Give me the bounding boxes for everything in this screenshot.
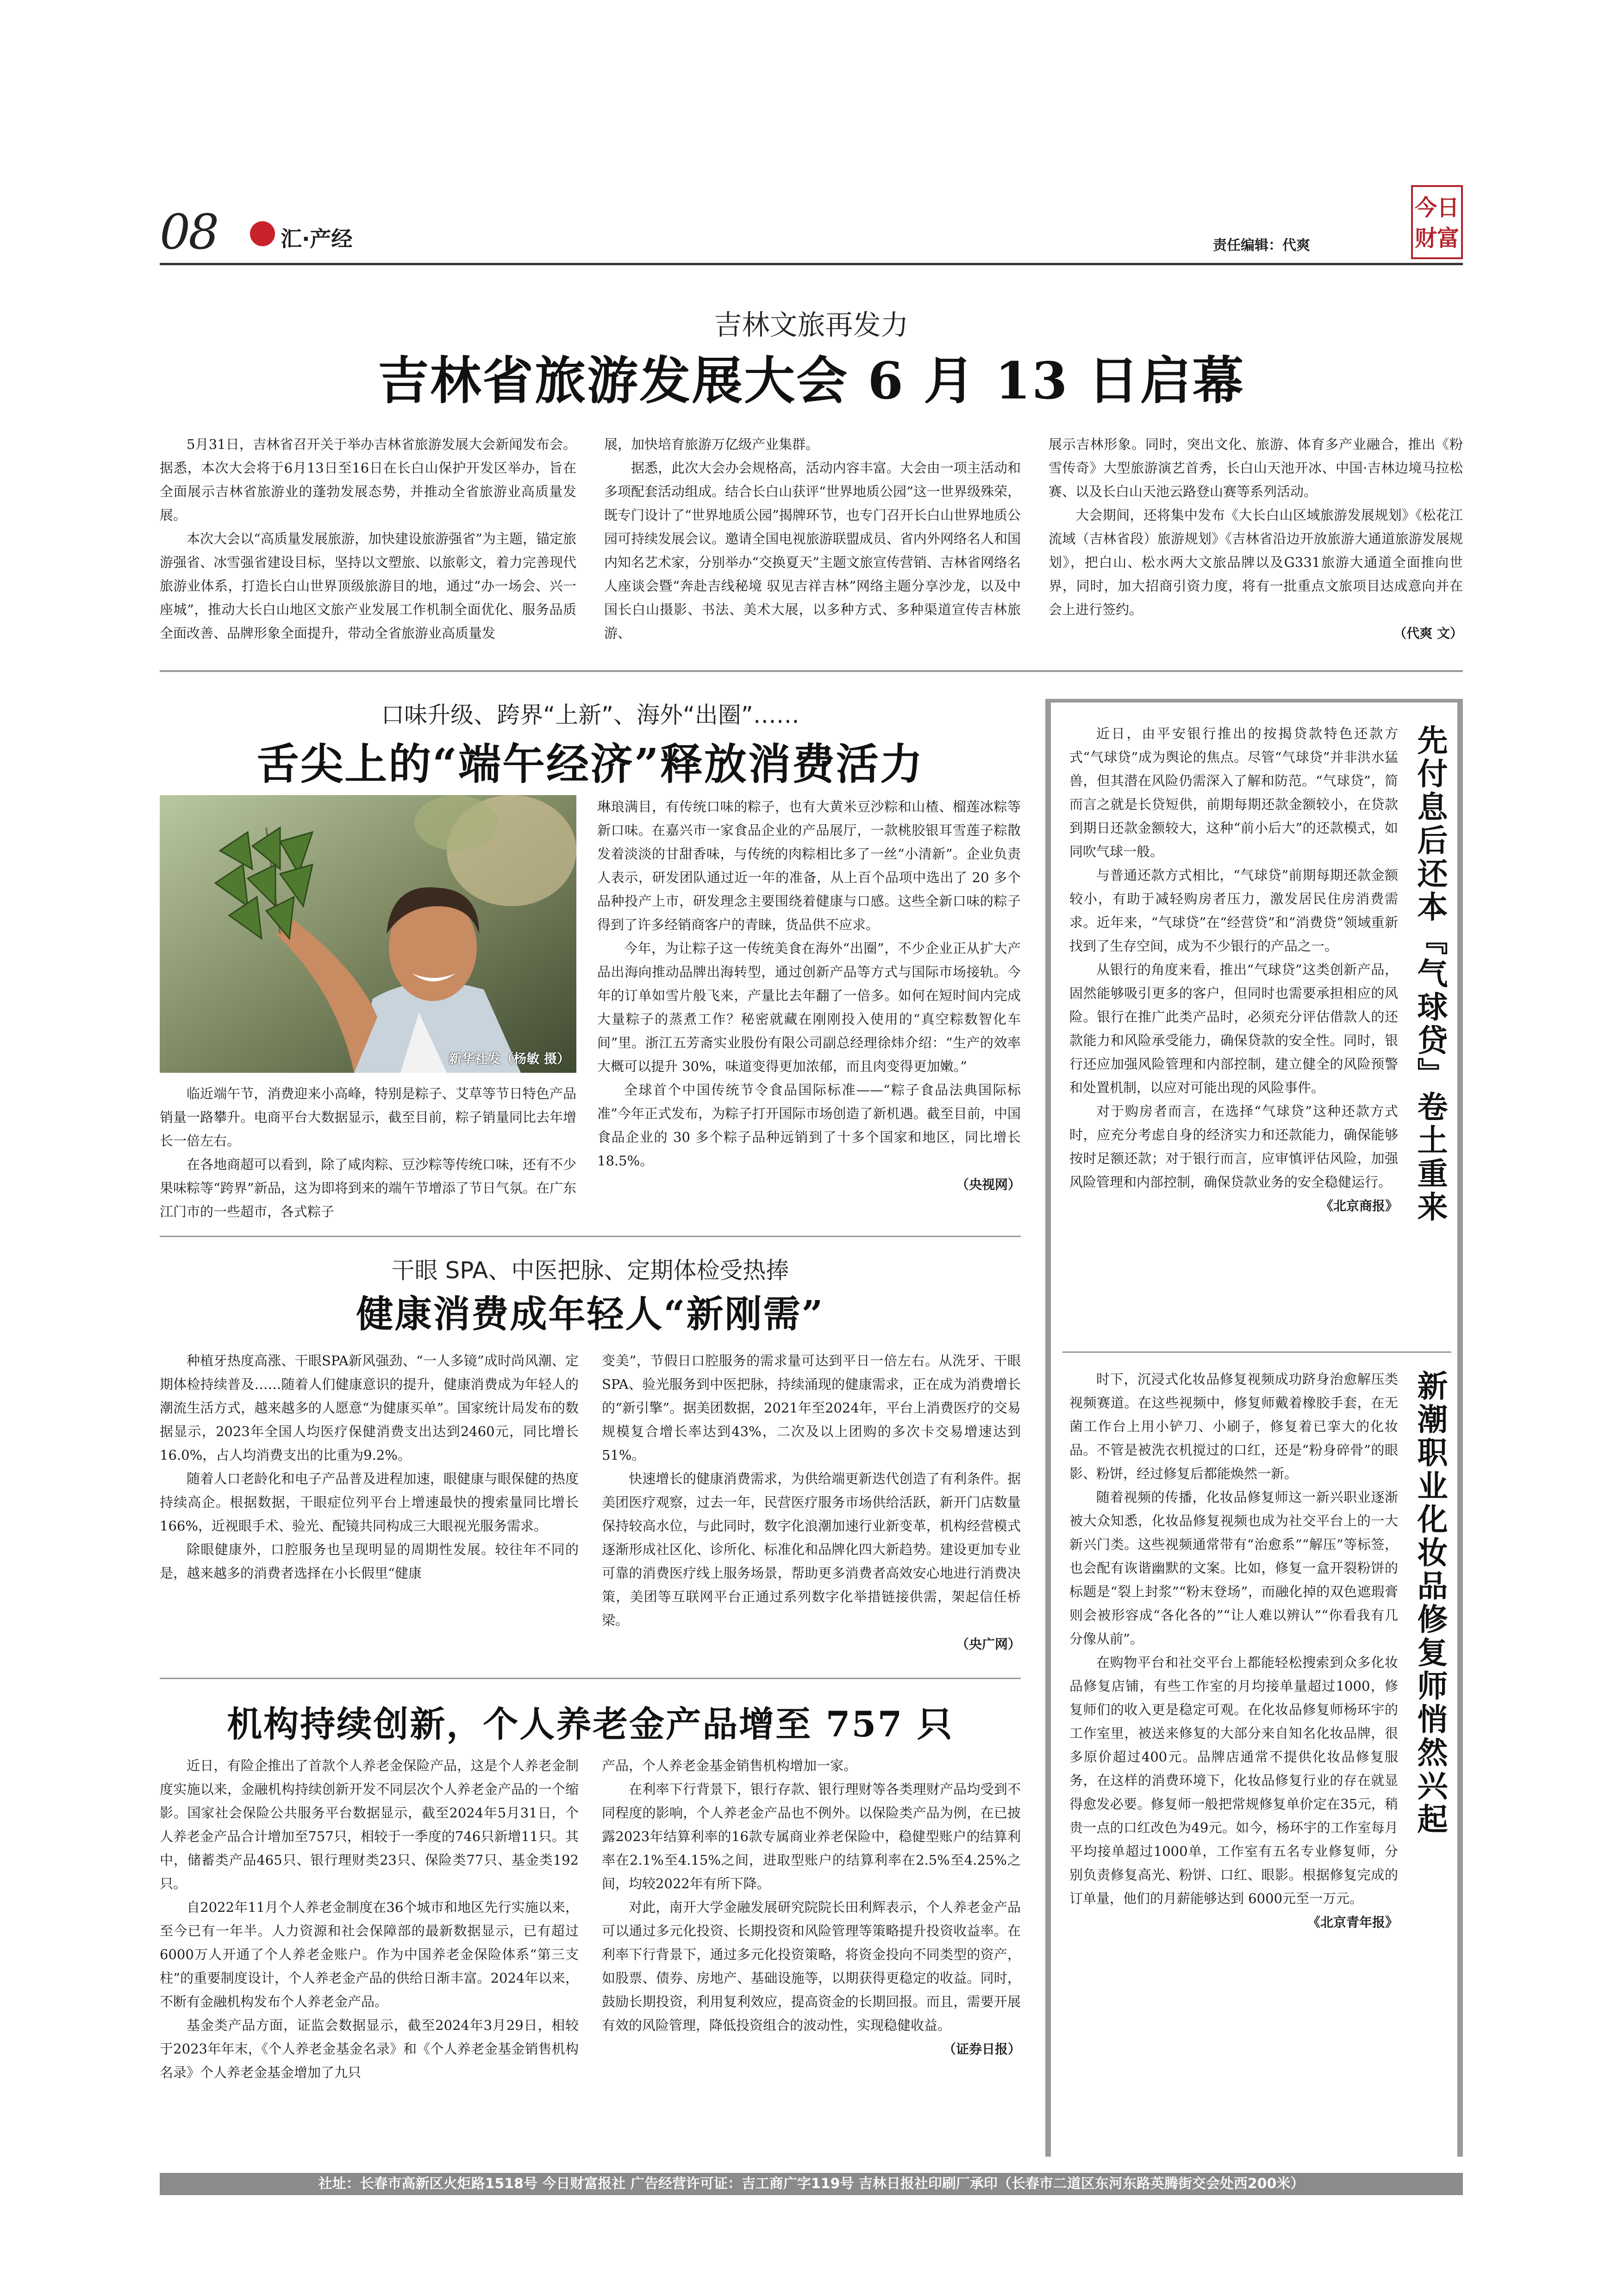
paragraph: 展，加快培育旅游万亿级产业集群。 (604, 436, 819, 452)
zongzi-vendor-photo (160, 795, 576, 1073)
dragon-kicker: 口味升级、跨界“上新”、海外“出圈”…… (381, 702, 800, 728)
paragraph: 时下，沉浸式化妆品修复视频成功跻身治愈解压类视频赛道。在这些视频中，修复师戴着橡胶手套，在无菌工作台上用小铲刀、小刷子，修复着已挛大的化妆品。不管是被洗衣机搅过的口红，还是“粉身碎骨”的眼影、粉饼，经过修复后都能焕然一新。 (1069, 1371, 1398, 1481)
paragraph: 5月31日，吉林省召开关于举办吉林省旅游发展大会新闻发布会。据悉，本次大会将于6月13日至16日在长白山保护开发区举办，旨在全面展示吉林省旅游业的蓬勃发展态势，并推动全省旅游业高质量发展。 (160, 436, 576, 523)
paragraph: 近日，有险企推出了首款个人养老金保险产品，这是个人养老金制度实施以来，金融机构持续创新开发不同层次个人养老金产品的一个缩影。国家社会保险公共服务平台数据显示，截至2024年5月31日，个人养老金产品合计增加至757只，相较于一季度的746只新增11只。其中，储蓄类产品465只、银行理财类23只、保险类77只、基金类192只。 (160, 1758, 579, 1892)
paragraph: 从银行的角度来看，推出“气球贷”这类创新产品，固然能够吸引更多的客户，但同时也需要承担相应的风险。银行在推广此类产品时，必须充分评估借款人的还款能力和风险承受能力，确保贷款的安全性。同时，银行还应加强风险管理和内部控制，建立健全的风险预警和处置机制，以应对可能出现的风险事件。 (1069, 962, 1398, 1095)
masthead-line2: 财富 (1414, 225, 1459, 251)
masthead-line1: 今日 (1414, 195, 1459, 221)
paragraph: 随着视频的传播，化妆品修复师这一新兴职业逐渐被大众知悉，化妆品修复视频也成为社交平台上的一大新兴门类。这些视频通常带有“治愈系”“解压”等标签，也会配有诙谐幽默的文案。比如，修复一盒开裂粉饼的标题是“裂上封浆”“粉末登场”，而融化掉的双色遮瑕膏则会被形容成“各化各的”“让人难以辨认”“你看我有几分像从前”。 (1069, 1489, 1398, 1647)
loan-source: 《北京商报》 (1320, 1198, 1398, 1213)
section-divider (160, 1236, 1021, 1237)
section-divider (160, 670, 1463, 672)
paragraph: 全球首个中国传统节令食品国际标准——“粽子食品法典国际标准”今年正式发布，为粽子打开国际市场创造了新机遇。截至目前，中国食品企业的 30 多个粽子品种远销到了十多个国家和地区，同比增长 18.5%。 (597, 1082, 1021, 1169)
health-headline: 健康消费成年轻人“新刚需” (356, 1292, 824, 1336)
lead-column-1 (160, 433, 576, 645)
paragraph: 在利率下行背景下，银行存款、银行理财等各类理财产品均受到不同程度的影响，个人养老金产品也不例外。以保险类产品为例，在已披露2023年结算利率的16款专属商业养老保险中，稳健型账户的结算利率在2.1%至4.15%之间，进取型账户的结算利率在2.5%至4.25%之间，均较2022年有所下降。 (602, 1781, 1021, 1892)
lead-kicker: 吉林文旅再发力 (714, 309, 909, 342)
paragraph: 对此，南开大学金融发展研究院院长田利辉表示，个人养老金产品可以通过多元化投资、长期投资和风险管理等策略提升投资收益率。在利率下行背景下，通过多元化投资策略，将资金投向不同类型的资产，如股票、债券、房地产、基础设施等，以期获得更稳定的收益。同时，鼓励长期投资，利用复利效应，提高资金的长期回报。而且，需要开展有效的风险管理，降低投资组合的波动性，实现稳健收益。 (602, 1899, 1021, 2033)
lead-headline: 吉林省旅游发展大会 6 月 13 日启幕 (378, 351, 1245, 411)
paragraph: 种植牙热度高涨、干眼SPA新风强劲、“一人多镜”成时尚风潮、定期体检持续普及……随着人们健康意识的提升，健康消费成为年轻人的潮流生活方式，越来越多的人愿意“为健康买单”。国家统计局发布的数据显示，2023年全国人均医疗保健消费支出达到2460元，同比增长16.0%，占人均消费支出的比重为9.2%。 (160, 1353, 579, 1463)
paragraph: 近日，由平安银行推出的按揭贷款特色还款方式“气球贷”成为舆论的焦点。尽管“气球贷”并非洪水猛兽，但其潜在风险仍需深入了解和防范。“气球贷”，简而言之就是长贷短供，前期每期还款金额较小，在贷款到期日还款金额较大，这种“前小后大”的还款模式，如同吹气球一般。 (1069, 726, 1398, 859)
dragon-headline: 舌尖上的“端午经济”释放消费活力 (256, 739, 924, 789)
dragon-column-1 (160, 1082, 576, 1224)
paragraph: 展示吉林形象。同时，突出文化、旅游、体育多产业融合，推出《粉雪传奇》大型旅游演艺首秀，长白山天池开冰、中国·吉林边境马拉松赛、以及长白山天池云路登山赛等系列活动。 (1049, 436, 1463, 499)
dragon-column-2 (597, 795, 1021, 1196)
paragraph: 变美”，节假日口腔服务的需求量可达到平日一倍左右。从洗牙、干眼SPA、验光服务到中医把脉，持续涌现的健康需求，正在成为消费增长的“新引擎”。据美团数据，2021年至2024年，平台上消费医疗的交易规模复合增长率达到43%，二次及以上团购的多次卡交易增速达到51%。 (602, 1353, 1021, 1463)
pension-headline: 机构持续创新，个人养老金产品增至 757 只 (227, 1704, 954, 1745)
pension-source: （证券日报） (943, 2041, 1021, 2057)
loan-headline: 先付息后还本『气球贷』卷土重来 (1412, 724, 1448, 1224)
paragraph: 基金类产品方面，证监会数据显示，截至2024年3月29日，相较于2023年年末，《个人养老金基金名录》和《个人养老金基金销售机构名录》个人养老金基金增加了九只 (160, 2017, 579, 2080)
paragraph: 大会期间，还将集中发布《大长白山区域旅游发展规划》《松花江流域（吉林省段）旅游规划》《吉林省沿边开放旅游大通道旅游发展规划》，把白山、松水两大文旅品牌以及G331旅游大通道全面推向世界，同时，加大招商引资力度，将有一批重点文旅项目达成意向并在会上进行签约。 (1049, 507, 1463, 617)
masthead-badge (1411, 185, 1463, 259)
page-number: 08 (160, 204, 218, 260)
health-column-2 (602, 1349, 1021, 1656)
paragraph: 在各地商超可以看到，除了咸肉粽、豆沙粽等传统口味，还有不少果味粽等“跨界”新品，这为即将到来的端午节增添了节日气氛。在广东江门市的一些超市，各式粽子 (160, 1157, 576, 1220)
sidebar-top-bar (1045, 699, 1463, 703)
footer-bar: 社址：长春市高新区火炬路1518号 今日财富报社 广告经营许可证：吉工商广字119号 吉林日报社印刷厂承印（长春市二道区东河东路英腾街交会处西200米） (160, 2173, 1463, 2195)
lead-source: （代爽 文） (1393, 626, 1463, 641)
paragraph: 对于购房者而言，在选择“气球贷”这种还款方式时，应充分考虑自身的经济实力和还款能力，确保能够按时足额还款；对于银行而言，应审慎评估风险，加强风险管理和内部控制，确保贷款业务的安全稳健运行。 (1069, 1103, 1398, 1190)
cosmetic-headline: 新潮职业化妆品修复师悄然兴起 (1412, 1370, 1448, 1836)
photo-illustration (160, 795, 576, 1073)
sidebar-divider (1062, 1351, 1451, 1353)
sidebar-left-bar (1045, 699, 1051, 2157)
paragraph: 琳琅满目，有传统口味的粽子，也有大黄米豆沙粽和山楂、榴莲冰粽等新口味。在嘉兴市一家食品企业的产品展厅，一款桃胶银耳雪莲子粽散发着淡淡的甘甜香味，与传统的肉粽相比多了一丝“小清新”。企业负责人表示，研发团队通过近一年的准备，从上百个品项中选出了 20 多个品种投产上市，研发理念主要围绕着健康与口感。这些全新口味的粽子得到了许多经销商客户的青睐，货品供不应求。 (597, 799, 1021, 933)
paragraph: 自2022年11月个人养老金制度在36个城市和地区先行实施以来，至今已有一年半。人力资源和社会保障部的最新数据显示，已有超过6000万人开通了个人养老金账户。作为中国养老金保险体系“第三支柱”的重要制度设计，个人养老金产品的供给日渐丰富。2024年以来，不断有金融机构发布个人养老金产品。 (160, 1899, 579, 2010)
pension-column-2 (602, 1754, 1021, 2061)
health-source: （央广网） (956, 1636, 1021, 1652)
paragraph: 据悉，此次大会办会规格高，活动内容丰富。大会由一项主活动和多项配套活动组成。结合长白山获评“世界地质公园”这一世界级殊荣，既专门设计了“世界地质公园”揭牌环节，也专门召开长白山世界地质公园可持续发展会议。邀请全国电视旅游联盟成员、省内外网络名人和国内知名艺术家，分别举办“交换夏天”主题文旅宣传营销、吉林省网络名人座谈会暨“奔赴吉线秘境 驭见吉祥吉林”网络主题分享沙龙，以及中国长白山摄影、书法、美术大展，以多种方式、多种渠道宣传吉林旅游、 (604, 460, 1021, 641)
newspaper-logo-icon (250, 221, 275, 246)
paragraph: 与普通还款方式相比，“气球贷”前期每期还款金额较小，有助于减轻购房者压力，激发居民住房消费需求。近年来，“气球贷”在“经营贷”和“消费贷”领域重新找到了生存空间，成为不少银行的产品之一。 (1069, 867, 1398, 954)
cosmetic-article-body (1069, 1368, 1398, 1934)
cosmetic-source: 《北京青年报》 (1307, 1915, 1398, 1930)
paragraph: 产品，个人养老金基金销售机构增加一家。 (602, 1758, 857, 1773)
paragraph: 快速增长的健康消费需求，为供给端更新迭代创造了有利条件。据美团医疗观察，过去一年，民营医疗服务市场供给活跃，新开门店数量保持较高水位，与此同时，数字化浪潮加速行业新变革，机构经营模式逐渐形成社区化、诊所化、标准化和品牌化四大新趋势。建设更加专业可靠的消费医疗线上服务场景，帮助更多消费者高效安心地进行消费决策，美团等互联网平台正通过系列数字化举措链接供需，架起信任桥梁。 (602, 1471, 1021, 1628)
paragraph: 在购物平台和社交平台上都能轻松搜索到众多化妆品修复店铺，有些工作室的月均接单量超过1000，修复师们的收入更是稳定可观。在化妆品修复师杨环宇的工作室里，被送来修复的大部分来自知名化妆品牌，很多原价超过400元。品牌店通常不提供化妆品修复服务，在这样的消费环境下，化妆品修复行业的存在就显得愈发必要。修复师一般把常规修复单价定在35元，稍贵一点的口红改色为49元。如今，杨环宇的工作室每月平均接单超过1000单，工作室有五名专业修复师，分别负责修复高光、粉饼、口红、眼影。根据修复完成的订单量，他们的月薪能够达到 6000元至一万元。 (1069, 1655, 1398, 1906)
health-kicker: 干眼 SPA、中医把脉、定期体检受热捧 (391, 1257, 789, 1284)
loan-article-body (1069, 722, 1398, 1218)
sidebar-right-bar (1457, 699, 1463, 2157)
section-title: 汇·产经 (281, 226, 353, 251)
paragraph: 随着人口老龄化和电子产品普及进程加速，眼健康与眼保健的热度持续高企。根据数据，干眼症位列平台上增速最快的搜索量同比增长166%，近视眼手术、验光、配镜共同构成三大眼视光服务需求。 (160, 1471, 579, 1534)
section-divider (160, 1678, 1021, 1679)
paragraph: 今年，为让粽子这一传统美食在海外“出圈”，不少企业正从扩大产品出海向推动品牌出海转型，通过创新产品等方式与国际市场接轨。今年的订单如雪片般飞来，产量比去年翻了一倍多。如何在短时间内完成大量粽子的蒸煮工作？秘密就藏在刚刚投入使用的“真空粽数智化车间”里。浙江五芳斋实业股份有限公司副总经理徐炜介绍：“生产的效率大概可以提升 30%，味道变得更加浓郁，而且肉变得更加嫩。” (597, 940, 1021, 1074)
paragraph: 本次大会以“高质量发展旅游，加快建设旅游强省”为主题，锚定旅游强省、冰雪强省建设目标，坚持以文塑旅、以旅彰文，着力完善现代旅游业体系，打造长白山世界顶级旅游目的地，通过“办一场会、兴一座城”，推动大长白山地区文旅产业发展工作机制全面优化、服务品质全面改善、品牌形象全面提升，带动全省旅游业高质量发 (160, 531, 576, 641)
pension-column-1 (160, 1754, 579, 2084)
editor-credit: 责任编辑：代爽 (1213, 237, 1310, 254)
photo-caption: 新华社发（杨敏 摄） (449, 1051, 570, 1066)
dragon-source: （央视网） (956, 1177, 1021, 1192)
lead-column-2 (604, 433, 1021, 645)
lead-column-3 (1049, 433, 1463, 645)
paragraph: 除眼健康外，口腔服务也呈现明显的周期性发展。较往年不同的是，越来越多的消费者选择在小长假里“健康 (160, 1542, 579, 1581)
health-column-1 (160, 1349, 579, 1585)
header-rule (160, 263, 1463, 265)
paragraph: 临近端午节，消费迎来小高峰，特别是粽子、艾草等节日特色产品销量一路攀升。电商平台大数据显示，截至目前，粽子销量同比去年增长一倍左右。 (160, 1086, 576, 1149)
